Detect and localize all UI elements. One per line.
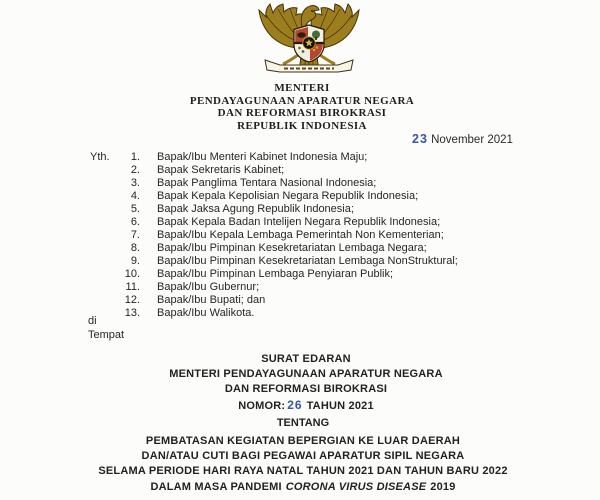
handwritten-nomor-number: 26 (287, 397, 303, 412)
recipient-item (118, 190, 458, 203)
recipient-number: 13. (124, 307, 140, 319)
subject-final-suffix: 2019 (430, 480, 456, 493)
recipient-text: Bapak/Ibu Kepala Lembaga Pemerintah Non Kementerian; (157, 229, 444, 241)
recipient-item (118, 255, 458, 268)
subject-line-3: SELAMA PERIODE HARI RAYA NATAL TAHUN 2021 DAN TAHUN BARU 2022 (98, 465, 508, 478)
recipient-item (118, 151, 458, 164)
place-tempat: Tempat (88, 328, 125, 341)
nomor-suffix: TAHUN 2021 (306, 399, 374, 412)
recipient-item (118, 177, 458, 190)
recipient-text: Bapak/Ibu Walikota. (157, 307, 255, 319)
recipient-text: Bapak Kepala Kepolisian Negara Republik Indonesia; (157, 190, 419, 202)
recipient-item (118, 268, 458, 281)
recipient-item (118, 229, 458, 242)
title-line-1: SURAT EDARAN (261, 353, 351, 365)
recipient-number: 3. (130, 177, 140, 189)
recipient-text: Bapak Jaksa Agung Republik Indonesia; (157, 203, 354, 215)
recipient-text: Bapak/Ibu Pimpinan Kesekretariatan Lembaga Negara; (157, 242, 427, 254)
recipient-text: Bapak Sekretaris Kabinet; (157, 164, 285, 176)
recipient-text: Bapak Kepala Badan Intelijen Negara Republik Indonesia; (157, 216, 441, 228)
recipient-number: 6. (130, 216, 140, 228)
date-month-year: November 2021 (431, 134, 513, 146)
letterhead-line-2: PENDAYAGUNAAN APARATUR NEGARA (189, 94, 415, 107)
tentang-label: TENTANG (276, 417, 330, 429)
subject-line-2: DAN/ATAU CUTI BAGI PEGAWAI APARATUR SIPIL NEGARA (141, 450, 465, 463)
recipient-number: 9. (130, 255, 140, 267)
recipient-item (118, 242, 458, 255)
subject-final-prefix: DALAM MASA PANDEMI (150, 480, 282, 493)
recipient-item (118, 164, 458, 177)
recipient-number: 1. (130, 151, 140, 163)
recipient-text: Bapak/Ibu Bupati; dan (157, 294, 266, 306)
title-line-3: DAN REFORMASI BIROKRASI (224, 383, 388, 396)
recipient-item (118, 203, 458, 216)
handwritten-day: 23 (412, 132, 428, 146)
date-line (412, 132, 513, 146)
recipient-item (118, 307, 458, 320)
nomor-line (6, 398, 600, 414)
letterhead-line-1: MENTERI (274, 82, 330, 94)
letterhead (2, 82, 600, 132)
subject-block (3, 434, 600, 495)
nomor-prefix: NOMOR: (238, 399, 286, 412)
recipient-text: Bapak/Ibu Menteri Kabinet Indonesia Maju; (157, 151, 368, 163)
recipient-text: Bapak/Ibu Pimpinan Lembaga Penyiaran Publik; (157, 268, 394, 280)
recipient-text: Bapak/Ibu Gubernur; (157, 281, 260, 293)
recipient-number: 10. (124, 268, 140, 280)
place-di: di (88, 315, 97, 327)
recipient-number: 7. (130, 229, 140, 241)
subject-line-4 (3, 480, 600, 495)
recipient-item (118, 216, 458, 229)
letterhead-line-3: DAN REFORMASI BIROKRASI (217, 107, 387, 120)
recipient-item (118, 294, 458, 307)
recipient-number: 2. (130, 164, 140, 176)
recipient-number: 11. (125, 281, 140, 293)
recipient-number: 8. (130, 242, 140, 254)
garuda-pancasila-emblem (256, 3, 362, 81)
subject-final-italic: CORONA VIRUS DISEASE (285, 480, 427, 493)
recipient-number: 4. (130, 190, 140, 202)
recipient-place (88, 315, 124, 342)
recipient-number: 12. (124, 294, 140, 306)
salutation: Yth. (90, 151, 110, 163)
title-line-2: MENTERI PENDAYAGUNAAN APARATUR NEGARA (169, 368, 443, 381)
letterhead-line-4: REPUBLIK INDONESIA (237, 119, 367, 132)
subject-line-1: PEMBATASAN KEGIATAN BEPERGIAN KE LUAR DAERAH (145, 435, 461, 447)
recipient-item (118, 281, 458, 294)
recipient-list (118, 151, 458, 320)
recipient-number: 5. (130, 203, 140, 215)
recipient-text: Bapak/Ibu Pimpinan Kesekretariatan Lembaga NonStruktural; (157, 255, 458, 267)
title-block (6, 352, 600, 414)
recipient-text: Bapak Panglima Tentara Nasional Indonesia; (157, 177, 377, 189)
